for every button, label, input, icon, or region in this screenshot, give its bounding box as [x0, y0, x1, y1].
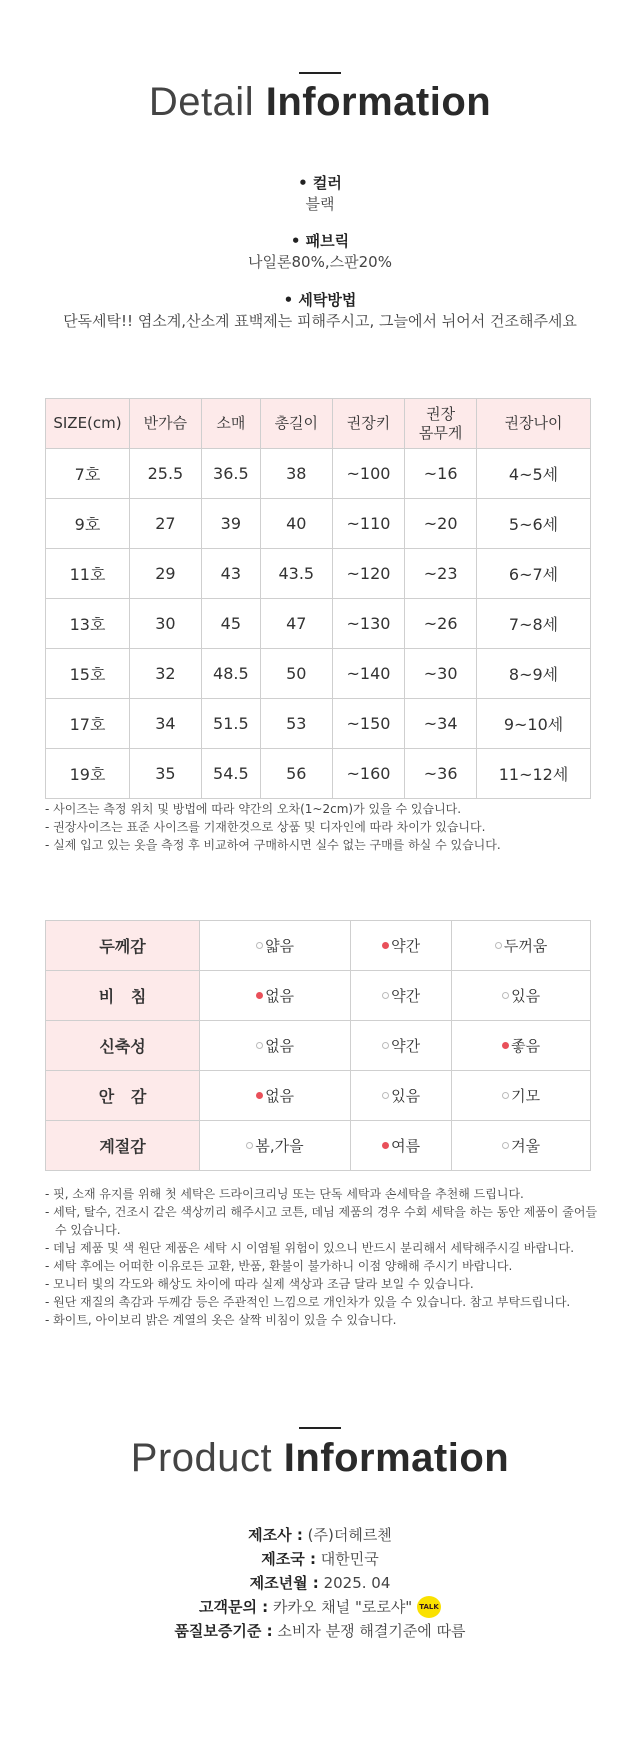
- size-value-cell: 45: [201, 599, 260, 649]
- size-value-cell: ~16: [405, 449, 477, 499]
- size-value-cell: ~130: [332, 599, 405, 649]
- size-value-cell: 43.5: [260, 549, 332, 599]
- feel-label: 계절감: [46, 1121, 200, 1171]
- unselected-dot-icon: [502, 1092, 509, 1099]
- feel-option: [452, 1021, 591, 1071]
- size-value-cell: 36.5: [201, 449, 260, 499]
- size-value-cell: 34: [130, 699, 202, 749]
- feel-option-label: 없음: [265, 1087, 295, 1105]
- feel-option: [351, 1071, 452, 1121]
- feel-option-label: 약간: [391, 937, 421, 955]
- size-row: [46, 749, 591, 799]
- product-info: [0, 1523, 640, 1643]
- feel-option-label: 기모: [511, 1087, 541, 1105]
- feel-row: [46, 921, 591, 971]
- color-info: [0, 173, 640, 215]
- feel-option: [351, 921, 452, 971]
- selected-dot-icon: [256, 1092, 263, 1099]
- size-value-cell: ~120: [332, 549, 405, 599]
- detail-heading-divider: [299, 72, 341, 74]
- feel-option-label: 겨울: [511, 1137, 541, 1155]
- feel-row: [46, 1071, 591, 1121]
- product-row-contact: 고객문의 : 카카오 채널 "로로샤" TALK: [0, 1595, 640, 1619]
- size-value-cell: 27: [130, 499, 202, 549]
- size-row: [46, 499, 591, 549]
- feel-option: [452, 1121, 591, 1171]
- size-label-cell: 13호: [46, 599, 130, 649]
- unselected-dot-icon: [495, 942, 502, 949]
- care-note: - 모니터 빛의 각도와 해상도 차이에 따라 실제 색상과 조금 달라 보일 수 있습니다.: [45, 1277, 474, 1291]
- size-value-cell: 11~12세: [477, 749, 591, 799]
- size-label-cell: 11호: [46, 549, 130, 599]
- feel-row: [46, 971, 591, 1021]
- feel-option: [200, 1121, 351, 1171]
- feel-label: 신축성: [46, 1021, 200, 1071]
- size-value-cell: 6~7세: [477, 549, 591, 599]
- detail-heading: [0, 80, 640, 125]
- size-value-cell: ~150: [332, 699, 405, 749]
- size-row: [46, 699, 591, 749]
- size-value-cell: ~110: [332, 499, 405, 549]
- product-row-warranty: 품질보증기준 : 소비자 분쟁 해결기준에 따름: [174, 1622, 466, 1640]
- product-heading-light: Product: [130, 1436, 273, 1480]
- size-note: - 권장사이즈는 표준 사이즈를 기재한것으로 상품 및 디자인에 따라 차이가 있습니다.: [45, 820, 486, 834]
- feel-option-label: 없음: [265, 1037, 295, 1055]
- feel-option: [200, 1021, 351, 1071]
- feel-option: [200, 1071, 351, 1121]
- size-header-cell: 총길이: [260, 399, 332, 449]
- size-note: - 실제 입고 있는 옷을 측정 후 비교하여 구매하시면 실수 없는 구매를 하실 수 있습니다.: [45, 838, 501, 852]
- unselected-dot-icon: [502, 1142, 509, 1149]
- feel-option-label: 있음: [391, 1087, 421, 1105]
- feel-option-label: 있음: [511, 987, 541, 1005]
- wash-value: 단독세탁!! 염소계,산소계 표백제는 피해주시고, 그늘에서 뉘어서 건조해주세요: [63, 312, 577, 330]
- size-row: [46, 549, 591, 599]
- care-note: - 화이트, 아이보리 밝은 계열의 옷은 살짝 비침이 있을 수 있습니다.: [45, 1313, 397, 1327]
- size-value-cell: 48.5: [201, 649, 260, 699]
- feel-option: [351, 971, 452, 1021]
- product-heading-divider: [299, 1427, 341, 1429]
- size-value-cell: ~36: [405, 749, 477, 799]
- selected-dot-icon: [502, 1042, 509, 1049]
- product-heading: [0, 1436, 640, 1481]
- unselected-dot-icon: [382, 992, 389, 999]
- size-value-cell: 35: [130, 749, 202, 799]
- care-note: - 세탁, 탈수, 건조시 같은 색상끼리 해주시고 코튼, 데님 제품의 경우 수회 세탁을 하는 동안 제품이 줄어들 수 있습니다.: [45, 1205, 598, 1237]
- feel-option-label: 약간: [391, 987, 421, 1005]
- size-note: - 사이즈는 측정 위치 및 방법에 따라 약간의 오차(1~2cm)가 있을 수 있습니다.: [45, 802, 462, 816]
- product-heading-bold: Information: [283, 1436, 510, 1480]
- feel-option-label: 얇음: [265, 937, 295, 955]
- feel-option: [351, 1021, 452, 1071]
- care-note: - 데님 제품 및 색 원단 제품은 세탁 시 이염될 위험이 있으니 반드시 분리해서 세탁해주시길 바랍니다.: [45, 1241, 575, 1255]
- kakao-talk-icon[interactable]: TALK: [417, 1596, 441, 1618]
- size-header-cell: 권장 몸무게: [405, 399, 477, 449]
- unselected-dot-icon: [256, 942, 263, 949]
- size-row: [46, 599, 591, 649]
- size-value-cell: 39: [201, 499, 260, 549]
- size-value-cell: 38: [260, 449, 332, 499]
- care-note: - 세탁 후에는 어떠한 이유로든 교환, 반품, 환불이 불가하니 이점 양해해 주시기 바랍니다.: [45, 1259, 513, 1273]
- fabric-value: 나일론80%,스판20%: [248, 253, 392, 271]
- size-value-cell: 56: [260, 749, 332, 799]
- feel-table: [45, 920, 591, 1171]
- size-value-cell: ~100: [332, 449, 405, 499]
- feel-option: [452, 1071, 591, 1121]
- size-value-cell: 8~9세: [477, 649, 591, 699]
- detail-heading-light: Detail: [148, 80, 255, 124]
- feel-row: [46, 1121, 591, 1171]
- size-value-cell: 40: [260, 499, 332, 549]
- feel-option: [200, 971, 351, 1021]
- size-value-cell: 54.5: [201, 749, 260, 799]
- unselected-dot-icon: [246, 1142, 253, 1149]
- size-value-cell: 53: [260, 699, 332, 749]
- size-value-cell: 43: [201, 549, 260, 599]
- feel-row: [46, 1021, 591, 1071]
- size-value-cell: ~26: [405, 599, 477, 649]
- fabric-label: • 패브릭: [290, 232, 350, 250]
- size-row: [46, 649, 591, 699]
- size-value-cell: 50: [260, 649, 332, 699]
- fabric-info: [0, 231, 640, 273]
- feel-option: [200, 921, 351, 971]
- selected-dot-icon: [256, 992, 263, 999]
- color-label: • 컬러: [298, 174, 342, 192]
- detail-heading-bold: Information: [265, 80, 492, 124]
- unselected-dot-icon: [502, 992, 509, 999]
- unselected-dot-icon: [382, 1092, 389, 1099]
- feel-label: 안 감: [46, 1071, 200, 1121]
- size-header-cell: 소매: [201, 399, 260, 449]
- size-value-cell: 51.5: [201, 699, 260, 749]
- size-label-cell: 19호: [46, 749, 130, 799]
- selected-dot-icon: [382, 942, 389, 949]
- size-value-cell: 4~5세: [477, 449, 591, 499]
- feel-option: [351, 1121, 452, 1171]
- size-header-cell: SIZE(cm): [46, 399, 130, 449]
- feel-option-label: 두꺼움: [503, 937, 548, 955]
- size-value-cell: 30: [130, 599, 202, 649]
- size-label-cell: 7호: [46, 449, 130, 499]
- size-header-cell: 권장나이: [477, 399, 591, 449]
- selected-dot-icon: [382, 1142, 389, 1149]
- feel-option-label: 없음: [265, 987, 295, 1005]
- product-row-country: 제조국 : 대한민국: [261, 1550, 379, 1568]
- feel-option-label: 좋음: [511, 1037, 541, 1055]
- size-table-header: [46, 399, 591, 449]
- size-value-cell: 7~8세: [477, 599, 591, 649]
- size-table: [45, 398, 591, 799]
- product-row-maker: 제조사 : (주)더헤르첸: [248, 1526, 392, 1544]
- size-value-cell: 9~10세: [477, 699, 591, 749]
- size-value-cell: ~140: [332, 649, 405, 699]
- unselected-dot-icon: [256, 1042, 263, 1049]
- size-value-cell: 5~6세: [477, 499, 591, 549]
- size-value-cell: ~23: [405, 549, 477, 599]
- feel-option-label: 봄,가을: [255, 1137, 304, 1155]
- size-value-cell: ~30: [405, 649, 477, 699]
- size-header-cell: 권장키: [332, 399, 405, 449]
- wash-label: • 세탁방법: [283, 291, 357, 309]
- care-note: - 핏, 소재 유지를 위해 첫 세탁은 드라이크리닝 또는 단독 세탁과 손세탁을 추천해 드립니다.: [45, 1187, 524, 1201]
- size-value-cell: 29: [130, 549, 202, 599]
- feel-label: 두께감: [46, 921, 200, 971]
- feel-option: [452, 921, 591, 971]
- size-value-cell: 32: [130, 649, 202, 699]
- color-value: 블랙: [305, 195, 335, 213]
- size-label-cell: 17호: [46, 699, 130, 749]
- size-value-cell: 25.5: [130, 449, 202, 499]
- size-value-cell: ~20: [405, 499, 477, 549]
- size-value-cell: ~34: [405, 699, 477, 749]
- size-notes: [45, 800, 605, 854]
- size-label-cell: 15호: [46, 649, 130, 699]
- feel-option-label: 약간: [391, 1037, 421, 1055]
- care-note: - 원단 재질의 촉감과 두께감 등은 주관적인 느낌으로 개인차가 있을 수 있습니다. 참고 부탁드립니다.: [45, 1295, 571, 1309]
- size-value-cell: 47: [260, 599, 332, 649]
- wash-info: [0, 290, 640, 332]
- unselected-dot-icon: [382, 1042, 389, 1049]
- care-notes: [45, 1185, 605, 1329]
- product-row-date: 제조년월 : 2025. 04: [249, 1574, 391, 1592]
- size-row: [46, 449, 591, 499]
- feel-option: [452, 971, 591, 1021]
- size-header-cell: 반가슴: [130, 399, 202, 449]
- feel-label: 비 침: [46, 971, 200, 1021]
- size-value-cell: ~160: [332, 749, 405, 799]
- feel-option-label: 여름: [391, 1137, 421, 1155]
- size-label-cell: 9호: [46, 499, 130, 549]
